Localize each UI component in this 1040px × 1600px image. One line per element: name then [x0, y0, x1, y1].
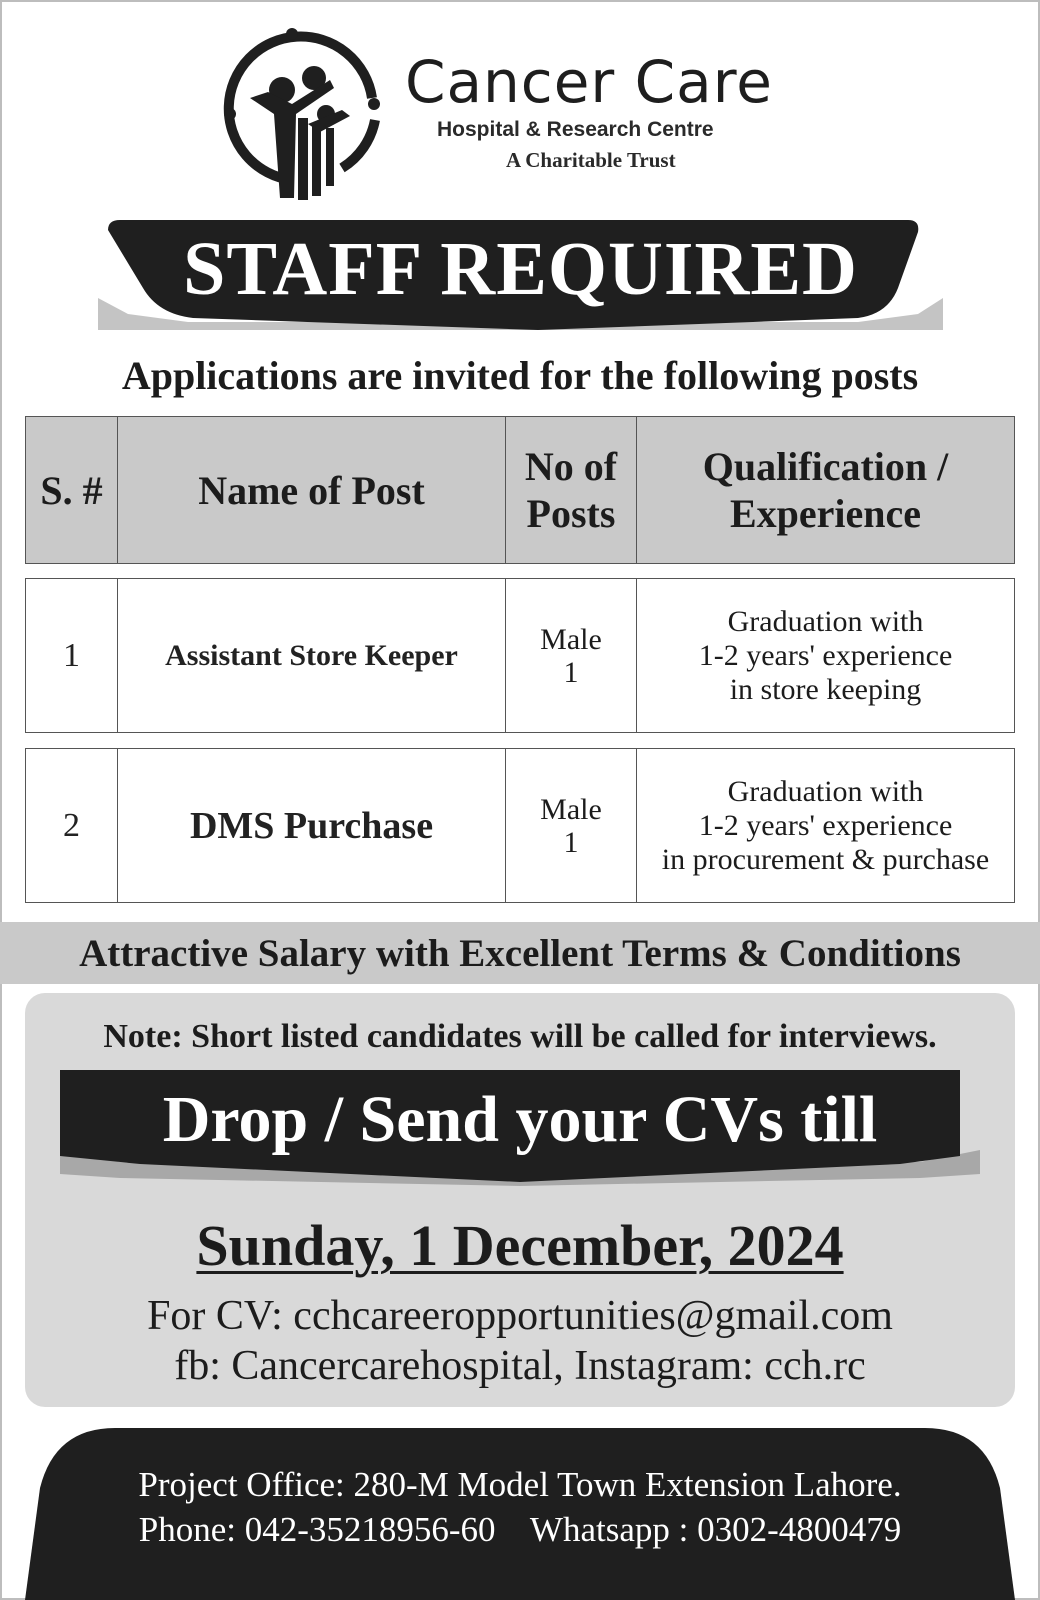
org-subtitle: Hospital & Research Centre — [437, 118, 714, 141]
salary-strip: Attractive Salary with Excellent Terms & Conditions — [0, 922, 1040, 984]
header-serial: S. # — [26, 417, 118, 563]
row-qual-line1: Graduation with — [727, 774, 924, 808]
footer-whatsapp: Whatsapp : 0302-4800479 — [529, 1510, 902, 1549]
footer-office: Project Office: 280-M Model Town Extension Lahore. — [138, 1465, 902, 1504]
row-qual-line3: in store keeping — [729, 672, 922, 706]
header-qualification — [637, 417, 1014, 563]
row-qualification — [637, 579, 1014, 732]
row-gender: Male — [540, 792, 602, 826]
header-qual-line2: Experience — [729, 491, 922, 536]
table-header — [25, 416, 1015, 564]
deadline-date: Sunday, 1 December, 2024 — [196, 1213, 844, 1278]
note-text: Note: Short listed candidates will be called for interviews. — [103, 1018, 937, 1055]
cv-email: For CV: cchcareeropportunities@gmail.com — [147, 1293, 893, 1339]
org-name: Cancer Care — [405, 48, 773, 116]
row-post-count — [506, 749, 637, 902]
row-qual-line2: 1-2 years' experience — [698, 808, 953, 842]
table-row — [25, 748, 1015, 903]
row-qualification — [637, 749, 1014, 902]
row-qual-line3: in procurement & purchase — [661, 842, 990, 876]
header-post: Name of Post — [118, 417, 506, 563]
row-qual-line1: Graduation with — [727, 604, 924, 638]
row-count: 1 — [563, 825, 579, 859]
header-posts — [506, 417, 637, 563]
banner-title: STAFF REQUIRED — [183, 227, 858, 311]
footer-phone: Phone: 042-35218956-60 — [138, 1510, 496, 1549]
row-serial: 1 — [26, 579, 118, 732]
row-post-name: Assistant Store Keeper — [118, 579, 506, 732]
row-post-name: DMS Purchase — [118, 749, 506, 902]
row-gender: Male — [540, 622, 602, 656]
header-posts-line1: No of — [524, 444, 618, 489]
social-links: fb: Cancercarehospital, Instagram: cch.rc — [174, 1343, 866, 1389]
footer-contacts — [0, 1510, 1040, 1550]
cta-text: Drop / Send your CVs till — [162, 1083, 878, 1156]
row-post-count — [506, 579, 637, 732]
org-trust: A Charitable Trust — [506, 148, 676, 172]
table-row — [25, 578, 1015, 733]
row-serial: 2 — [26, 749, 118, 902]
cancer-care-logo-icon — [222, 18, 392, 208]
intro-text: Applications are invited for the following posts — [121, 353, 919, 398]
row-qual-line2: 1-2 years' experience — [698, 638, 953, 672]
header-posts-line2: Posts — [526, 491, 616, 536]
header-qual-line1: Qualification / — [702, 444, 949, 489]
row-count: 1 — [563, 655, 579, 689]
